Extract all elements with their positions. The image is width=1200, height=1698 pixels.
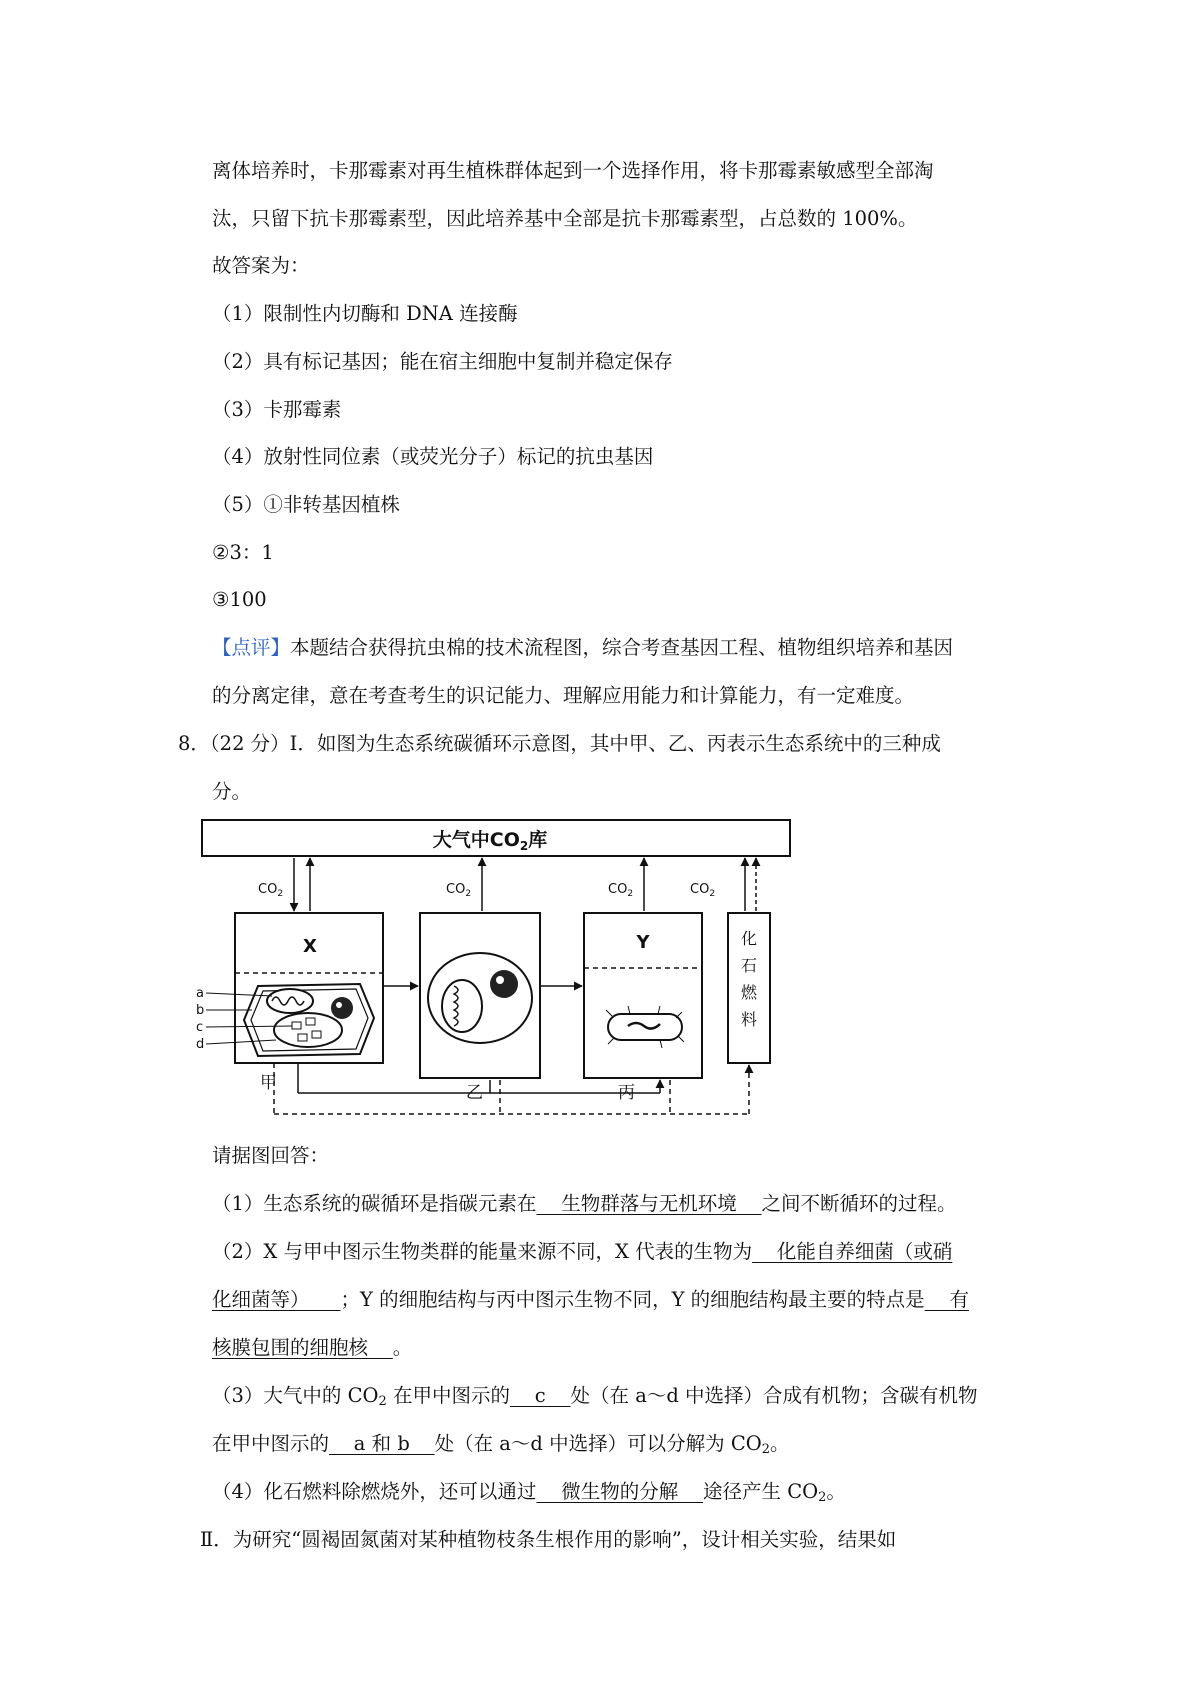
question-4: （4）化石燃料除燃烧外，还可以通过 微生物的分解 途径产生 $CO_2$。 bbox=[212, 1480, 846, 1505]
atmosphere-co2-label: 大气中$CO_2$库 bbox=[432, 829, 548, 853]
answer-blank: 化能自养细菌（或硝 bbox=[752, 1240, 953, 1263]
label-a: a bbox=[196, 986, 204, 1001]
question-3: （3）大气中的 $CO_2$ 在甲中图示的 c 处（在 a～d 中选择）合成有机物；含碳有机物 bbox=[212, 1384, 978, 1409]
answer-4: （4）放射性同位素（或荧光分子）标记的抗虫基因 bbox=[212, 445, 654, 468]
co2-label-x: $CO_2$ bbox=[258, 882, 284, 899]
answer-blank: 核膜包围的细胞核 bbox=[212, 1336, 393, 1359]
text-line: 的分离定律，意在考查考生的识记能力、理解应用能力和计算能力，有一定难度。 bbox=[212, 684, 915, 707]
comment-line: 【点评】本题结合获得抗虫棉的技术流程图，综合考查基因工程、植物组织培养和基因 bbox=[212, 636, 954, 659]
box-x-label: X bbox=[303, 936, 317, 957]
plant-cell-icon bbox=[244, 984, 374, 1056]
answer-5-2: ②3：1 bbox=[212, 541, 274, 564]
answer-blank: 微生物的分解 bbox=[536, 1480, 704, 1503]
fossil-char-4: 料 bbox=[740, 1010, 758, 1029]
co2-label-yi: $CO_2$ bbox=[446, 882, 472, 899]
fossil-char-2: 石 bbox=[740, 956, 758, 975]
fossil-char-1: 化 bbox=[740, 929, 758, 948]
part-ii: Ⅱ．为研究“圆褐固氮菌对某种植物枝条生根作用的影响”，设计相关实验，结果如 bbox=[200, 1528, 897, 1551]
answer-5: （5）①非转基因植株 bbox=[212, 493, 400, 516]
label-bing: 丙 bbox=[618, 1083, 635, 1103]
box-y-label: Y bbox=[636, 932, 650, 953]
text-line: 离体培养时，卡那霉素对再生植株群体起到一个选择作用，将卡那霉素敏感型全部淘 bbox=[212, 159, 934, 182]
text-line: 故答案为： bbox=[212, 254, 310, 277]
fossil-char-3: 燃 bbox=[740, 983, 758, 1002]
label-b: b bbox=[196, 1003, 205, 1018]
question-2-cont: 化细菌等） ；Y 的细胞结构与丙中图示生物不同，Y 的细胞结构最主要的特点是 有 bbox=[212, 1288, 969, 1311]
question-2-end: 核膜包围的细胞核 。 bbox=[212, 1336, 413, 1359]
answer-blank: c bbox=[510, 1384, 571, 1407]
carbon-cycle-diagram bbox=[196, 818, 790, 1120]
question-2: （2）X 与甲中图示生物类群的能量来源不同，X 代表的生物为 化能自养细菌（或硝 bbox=[212, 1240, 953, 1263]
label-d: d bbox=[196, 1037, 205, 1052]
answer-5-3: ③100 bbox=[212, 588, 267, 611]
answer-1: （1）限制性内切酶和 DNA 连接酶 bbox=[212, 302, 518, 325]
co2-label-y: $CO_2$ bbox=[608, 882, 634, 899]
answer-3: （3）卡那霉素 bbox=[212, 398, 342, 421]
label-yi: 乙 bbox=[466, 1083, 483, 1103]
text-line: 分。 bbox=[212, 780, 252, 803]
answer-blank: 有 bbox=[924, 1288, 969, 1311]
question-8: 8．（22 分）I．如图为生态系统碳循环示意图，其中甲、乙、丙表示生态系统中的三种成 bbox=[178, 732, 941, 755]
answer-blank: 化细菌等） bbox=[212, 1288, 341, 1311]
comment-tag: 【点评】 bbox=[212, 636, 291, 659]
question-1: （1）生态系统的碳循环是指碳元素在 生物群落与无机环境 之间不断循环的过程。 bbox=[212, 1192, 957, 1215]
text-line: 请据图回答： bbox=[212, 1144, 330, 1167]
animal-cell-icon bbox=[428, 953, 532, 1043]
label-jia: 甲 bbox=[260, 1073, 277, 1093]
answer-blank: a 和 b bbox=[329, 1432, 435, 1455]
question-3-cont: 在甲中图示的 a 和 b 处（在 a～d 中选择）可以分解为 $CO_2$。 bbox=[212, 1432, 790, 1457]
text-line: 汰，只留下抗卡那霉素型，因此培养基中全部是抗卡那霉素型，占总数的 100%。 bbox=[212, 207, 918, 230]
answer-2: （2）具有标记基因；能在宿主细胞中复制并稳定保存 bbox=[212, 350, 673, 373]
co2-label-fossil: $CO_2$ bbox=[690, 882, 716, 899]
answer-blank: 生物群落与无机环境 bbox=[536, 1192, 762, 1215]
label-c: c bbox=[196, 1020, 204, 1035]
